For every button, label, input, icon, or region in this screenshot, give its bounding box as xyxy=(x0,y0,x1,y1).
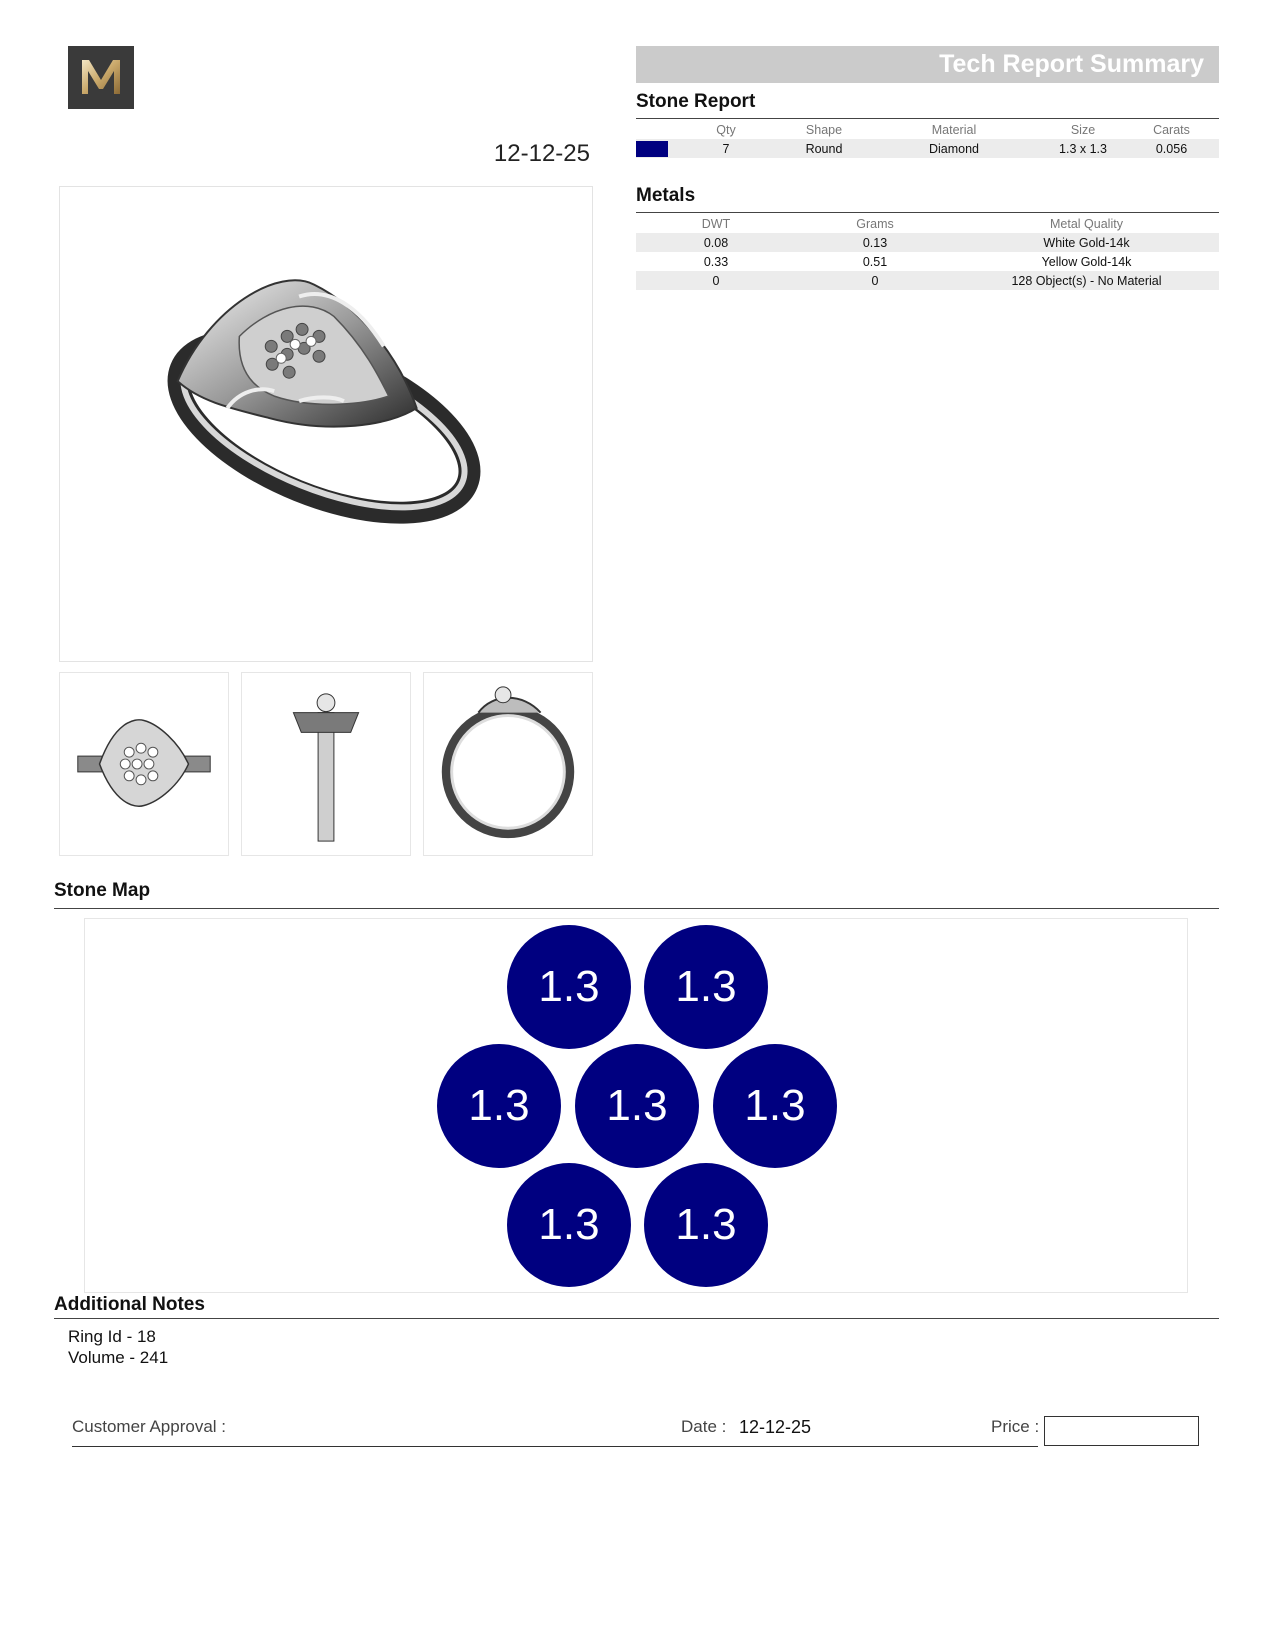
table-row xyxy=(636,271,1219,290)
dwt-cell: 0.08 xyxy=(636,233,796,252)
notes-divider xyxy=(54,1318,1219,1319)
ring-front-view-icon xyxy=(424,673,592,855)
stone-color-swatch xyxy=(636,141,668,157)
metals-title: Metals xyxy=(636,185,696,206)
company-logo xyxy=(68,46,134,109)
material-cell: Diamond xyxy=(866,139,1042,158)
stone-report-table xyxy=(636,121,1219,158)
price-label: Price : xyxy=(991,1417,1040,1436)
logo-m-icon xyxy=(68,46,134,109)
column-header: Qty xyxy=(716,123,736,137)
ring-side-view-icon xyxy=(242,673,410,855)
table-row xyxy=(636,139,1219,158)
ring-side-view-image xyxy=(241,672,411,856)
metals-divider xyxy=(636,212,1219,213)
report-title: Tech Report Summary xyxy=(939,50,1204,78)
approval-date-label: Date : xyxy=(681,1417,727,1436)
ring-top-view-icon xyxy=(60,673,228,855)
table-header-row xyxy=(636,121,1219,139)
quality-cell: Yellow Gold-14k xyxy=(1041,254,1132,269)
table-header-row xyxy=(636,215,1219,233)
stone-marker: 1.3 xyxy=(507,925,631,1049)
note-line: Volume - 241 xyxy=(68,1348,169,1367)
customer-approval-label: Customer Approval : xyxy=(72,1417,227,1436)
grams-cell: 0 xyxy=(796,271,954,290)
shape-cell: Round xyxy=(782,139,866,158)
approval-date-value: 12-12-25 xyxy=(739,1417,812,1437)
additional-notes-title: Additional Notes xyxy=(54,1294,205,1315)
ring-front-view-image xyxy=(423,672,593,856)
column-header xyxy=(636,121,670,139)
notes-body xyxy=(68,1326,168,1368)
stone-report-divider xyxy=(636,118,1219,119)
metals-table xyxy=(636,215,1219,290)
grams-cell: 0.51 xyxy=(862,254,888,269)
dwt-cell: 0.33 xyxy=(703,254,729,269)
document-date: 12-12-25 xyxy=(493,140,590,167)
table-row xyxy=(636,233,1219,252)
size-cell: 1.3 x 1.3 xyxy=(1042,139,1124,158)
stone-report-title: Stone Report xyxy=(636,91,756,112)
quality-cell: 128 Object(s) - No Material xyxy=(954,271,1219,290)
report-header-bar xyxy=(636,46,1219,83)
stone-map-title: Stone Map xyxy=(54,880,151,901)
stone-map-canvas xyxy=(84,918,1188,1293)
carats-cell: 0.056 xyxy=(1124,139,1219,158)
column-header: Carats xyxy=(1153,123,1190,137)
quality-cell: White Gold-14k xyxy=(954,233,1219,252)
column-header: DWT xyxy=(701,217,731,231)
stone-map-divider xyxy=(54,908,1219,909)
approval-signature-line xyxy=(72,1446,1038,1447)
dwt-cell: 0 xyxy=(636,271,796,290)
stone-marker: 1.3 xyxy=(644,925,768,1049)
column-header: Metal Quality xyxy=(1050,217,1123,231)
stone-marker: 1.3 xyxy=(575,1044,699,1168)
grams-cell: 0.13 xyxy=(796,233,954,252)
stone-marker: 1.3 xyxy=(644,1163,768,1287)
note-line: Ring Id - 18 xyxy=(68,1327,156,1346)
ring-top-view-image xyxy=(59,672,229,856)
column-header: Shape xyxy=(805,123,843,137)
price-field[interactable] xyxy=(1044,1416,1199,1446)
table-row xyxy=(636,252,1219,271)
stone-marker: 1.3 xyxy=(507,1163,631,1287)
ring-perspective-icon xyxy=(60,187,592,661)
column-header: Grams xyxy=(856,217,894,231)
qty-cell: 7 xyxy=(670,139,782,158)
ring-main-image xyxy=(59,186,593,662)
stone-marker: 1.3 xyxy=(713,1044,837,1168)
column-header: Material xyxy=(931,123,977,137)
stone-marker: 1.3 xyxy=(437,1044,561,1168)
column-header: Size xyxy=(1070,123,1096,137)
